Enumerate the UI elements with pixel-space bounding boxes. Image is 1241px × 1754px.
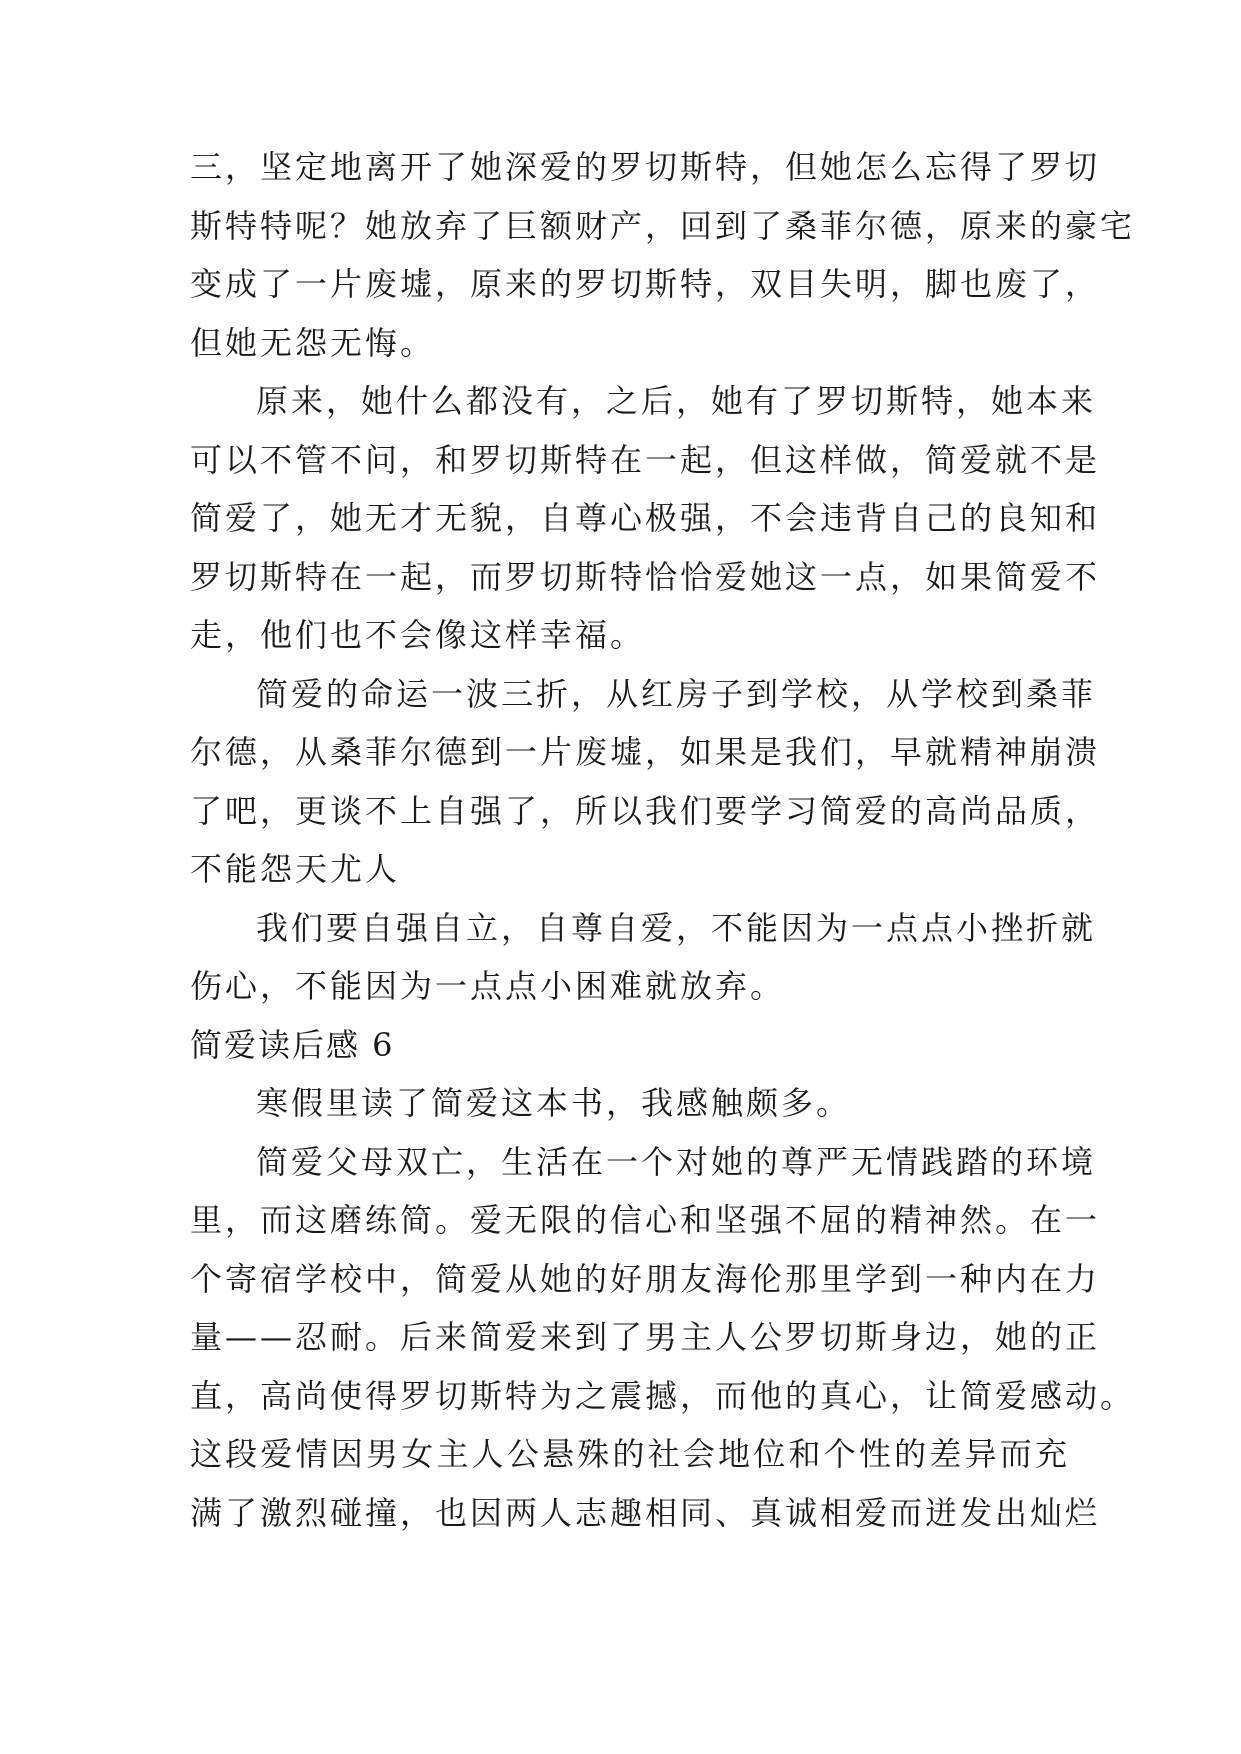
text-line: 不能怨天尤人: [190, 850, 401, 888]
text-line: 直，高尚使得罗切斯特为之震撼，而他的真心，让简爱感动。: [190, 1376, 1136, 1415]
text-line: 这段爱情因男女主人公悬殊的社会地位和个性的差异而充: [190, 1435, 1070, 1473]
text-line: 我们要自强自立，自尊自爱，不能因为一点点小挫折就: [256, 908, 1097, 947]
text-line: 个寄宿学校中，简爱从她的好朋友海伦那里学到一种内在力: [190, 1259, 1101, 1298]
paragraph: [190, 899, 1097, 1016]
text-line: 但她无怨无悔。: [190, 323, 436, 362]
text-line: 罗切斯特在一起，而罗切斯特恰恰爱她这一点，如果简爱不: [190, 557, 1101, 596]
text-line: 简爱了，她无才无貌，自尊心极强，不会违背自己的良知和: [190, 499, 1101, 537]
text-line: 走，他们也不会像这样幸福。: [190, 616, 646, 654]
text-line: 三，坚定地离开了她深爱的罗切斯特，但她怎么忘得了罗切: [190, 148, 1101, 186]
paragraph: [190, 1074, 1070, 1133]
text-line: 可以不管不问，和罗切斯特在一起，但这样做，简爱就不是: [190, 440, 1101, 479]
paragraph: [190, 138, 1136, 372]
paragraph: [190, 665, 1101, 899]
text-line: 满了激烈碰撞，也因两人志趣相同、真诚相爱而迸发出灿烂: [190, 1493, 1101, 1532]
text-line: 简爱的命运一波三折，从红房子到学校，从学校到桑菲: [256, 674, 1097, 713]
text-line: 了吧，更谈不上自强了，所以我们要学习简爱的高尚品质，: [190, 791, 1101, 830]
paragraph: [190, 1133, 1136, 1543]
text-line: 斯特特呢？她放弃了巨额财产，回到了桑菲尔德，原来的豪宅: [190, 206, 1136, 245]
text-line: 变成了一片废墟，原来的罗切斯特，双目失明，脚也废了，: [190, 265, 1101, 303]
text-line: 伤心，不能因为一点点小困难就放弃。: [190, 967, 786, 1005]
text-line: 尔德，从桑菲尔德到一片废墟，如果是我们，早就精神崩溃: [190, 733, 1101, 771]
text-line: 量——忍耐。后来简爱来到了男主人公罗切斯身边，她的正: [190, 1318, 1101, 1356]
paragraph: [190, 372, 1101, 665]
text-line: 里，而这磨练简。爱无限的信心和坚强不屈的精神然。在一: [190, 1201, 1101, 1239]
text-line: 寒假里读了简爱这本书，我感触颇多。: [256, 1084, 852, 1122]
document-body: [190, 138, 1136, 1542]
text-line: 原来，她什么都没有，之后，她有了罗切斯特，她本来: [256, 382, 1097, 420]
text-line: 简爱父母双亡，生活在一个对她的尊严无情践踏的环境: [256, 1142, 1097, 1181]
section-heading: 简爱读后感 6: [190, 1025, 395, 1064]
